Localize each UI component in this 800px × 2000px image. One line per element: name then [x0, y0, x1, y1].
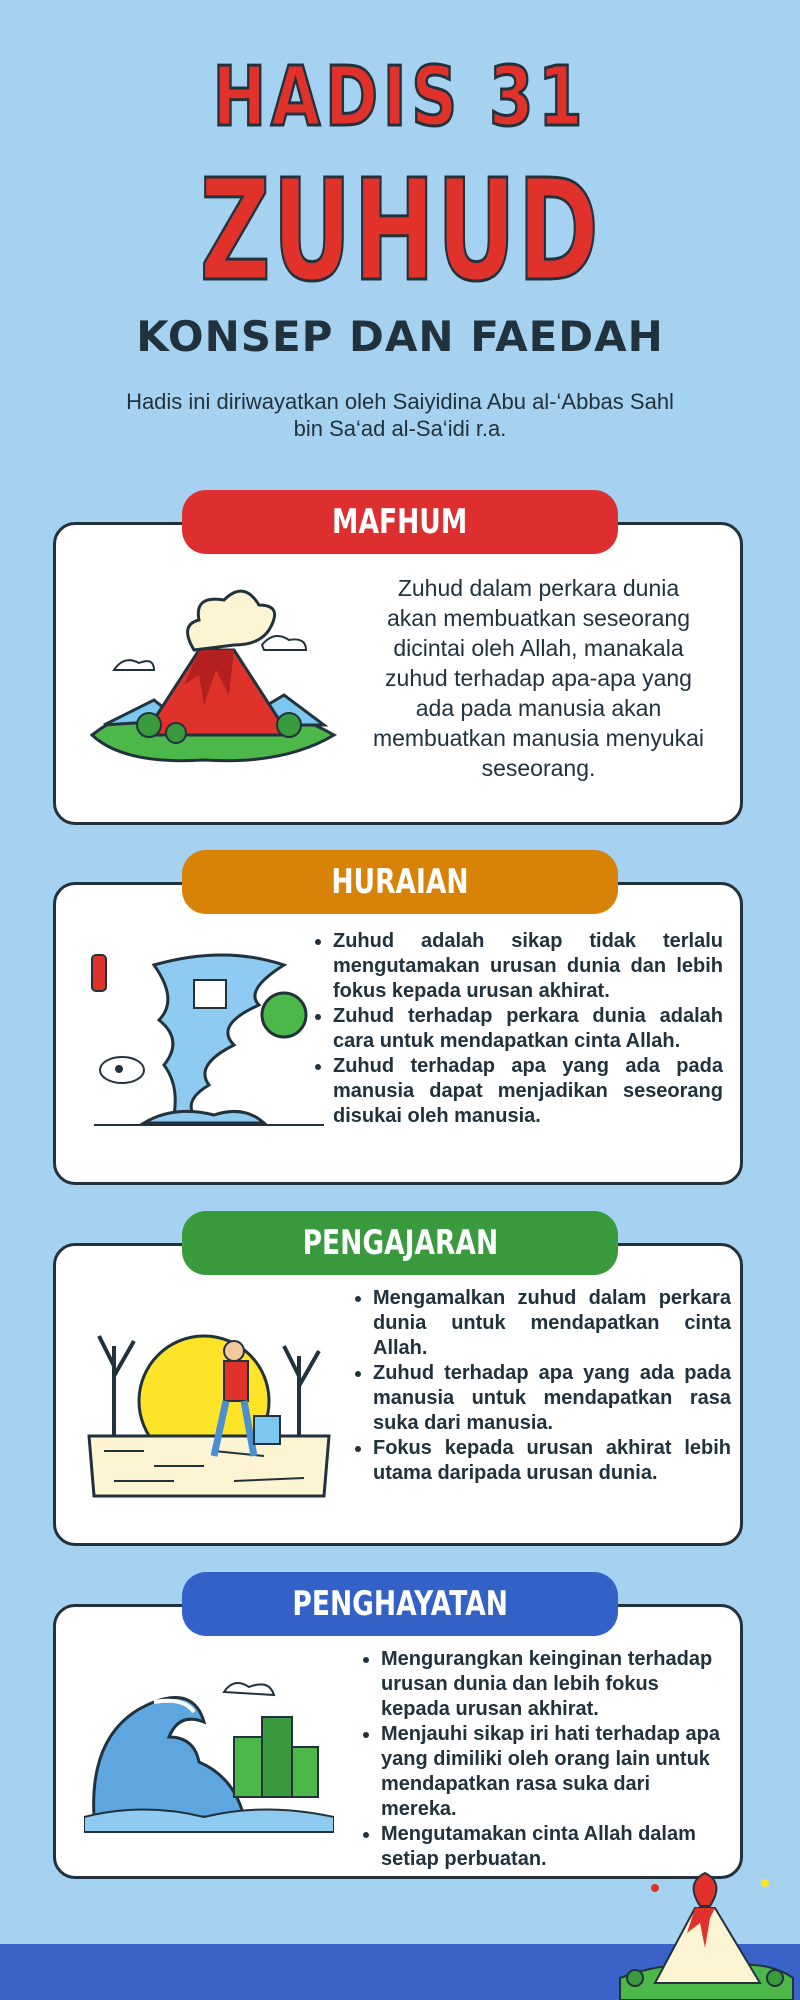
narrator-text: Hadis ini diriwayatkan oleh Saiyidina Abu al-‘Abbas Sahl bin Sa‘ad al-Sa‘idi r.a.: [126, 389, 674, 441]
tornado-icon: [84, 945, 334, 1145]
card-mafhum: [53, 522, 743, 825]
volcano-icon: [84, 575, 344, 775]
section-label-text: HURAIAN: [331, 862, 469, 902]
list-item: • Zuhud terhadap apa yang ada pada manusia dapat menjadikan seseorang disukai oleh manusia.: [333, 1054, 723, 1129]
list-item: • Menjauhi sikap iri hati terhadap apa yang dimiliki oleh orang lain untuk mendapatkan rasa suka dari mereka.: [381, 1722, 731, 1822]
title-line-2: ZUHUD: [199, 150, 601, 313]
huraian-points: [311, 929, 723, 1129]
section-label-text: PENGHAYATAN: [292, 1584, 508, 1624]
drought-icon: [84, 1306, 334, 1506]
pengajaran-points: [351, 1286, 731, 1486]
title-line-1: HADIS 31: [212, 50, 588, 145]
list-item: • Mengamalkan zuhud dalam perkara dunia untuk mendapatkan cinta Allah.: [373, 1286, 731, 1361]
section-label-pengajaran: [182, 1211, 618, 1275]
volcano-icon: [615, 1868, 795, 2000]
section-label-mafhum: [182, 490, 618, 554]
section-label-penghayatan: [182, 1572, 618, 1636]
tsunami-icon: [84, 1667, 334, 1837]
section-label-huraian: [182, 850, 618, 914]
list-item: • Mengutamakan cinta Allah dalam setiap perbuatan.: [381, 1822, 731, 1872]
section-label-text: PENGAJARAN: [302, 1223, 498, 1263]
list-item: • Zuhud terhadap apa yang ada pada manusia untuk mendapatkan rasa suka dari manusia.: [373, 1361, 731, 1436]
list-item: • Zuhud adalah sikap tidak terlalu mengutamakan urusan dunia dan lebih fokus kepada urusan akhirat.: [333, 929, 723, 1004]
card-pengajaran: [53, 1243, 743, 1546]
mafhum-text: Zuhud dalam perkara dunia akan membuatkan seseorang dicintai oleh Allah, manakala zuhud terhadap apa-apa yang ada pada manusia akan membuatkan manusia menyukai seseorang.: [372, 575, 705, 781]
card-penghayatan: [53, 1604, 743, 1879]
list-item: • Zuhud terhadap perkara dunia adalah cara untuk mendapatkan cinta Allah.: [333, 1004, 723, 1054]
list-item: • Mengurangkan keinginan terhadap urusan dunia dan lebih fokus kepada urusan akhirat.: [381, 1647, 731, 1722]
list-item: • Fokus kepada urusan akhirat lebih utama daripada urusan dunia.: [373, 1436, 731, 1486]
penghayatan-points: [359, 1647, 731, 1872]
section-label-text: MAFHUM: [332, 502, 468, 542]
card-huraian: [53, 882, 743, 1185]
subtitle: KONSEP DAN FAEDAH: [136, 312, 664, 361]
